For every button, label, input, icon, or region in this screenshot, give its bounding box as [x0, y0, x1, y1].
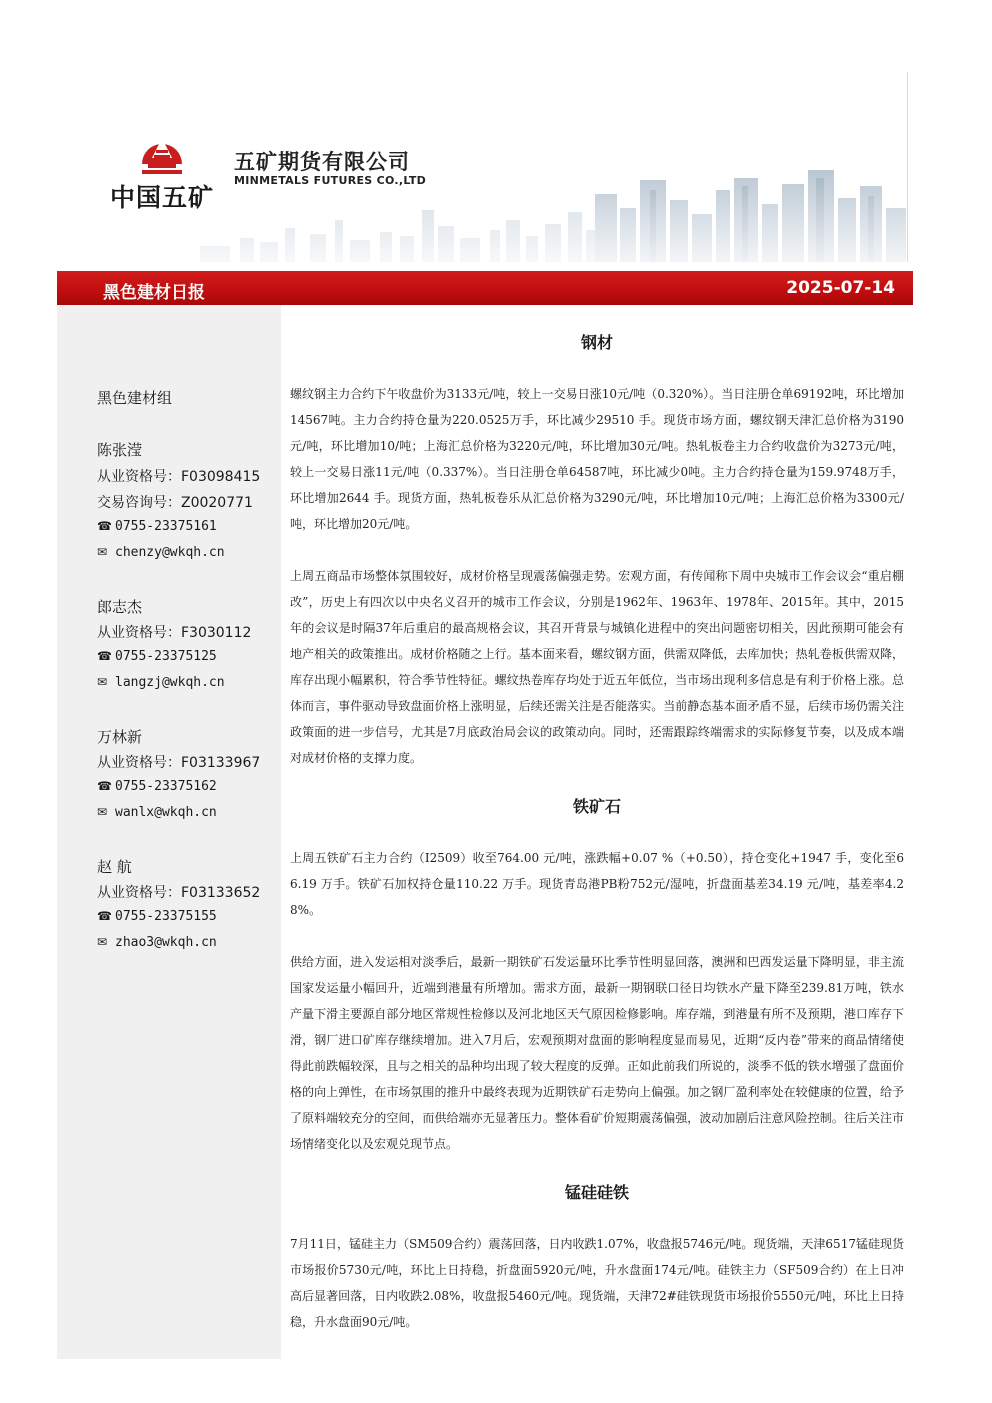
- phone-icon: ☎: [97, 779, 112, 793]
- report-date: 2025-07-14: [786, 278, 895, 298]
- analyst-name: 万林新: [97, 728, 143, 746]
- email-icon: ✉: [97, 675, 108, 689]
- paragraph: 螺纹钢主力合约下午收盘价为3133元/吨，较上一交易日涨10元/吨（0.320%）。当日注册仓单69192吨，环比增加14567吨。主力合约持仓量为220.0525万手，环比减少29510 手。现货市场方面，螺纹钢天津汇总价格为3190元/吨，环比增加10/吨；上海汇总价格为3220元/吨，环比增加30元/吨。热轧板卷主力合约收盘价为3273元/吨，较上一交易日涨11元/吨（0.337%）。当日注册仓单64587吨，环比减少0吨。主力合约持仓量为159.9748万手，环比增加2644 手。现货方面，热轧板卷乐从汇总价格为3290元/吨，环比增加10元/吨；上海汇总价格为3300元/吨，环比增加20元/吨。: [290, 387, 904, 531]
- section-title-ferroalloy: 锰硅硅铁: [564, 1183, 629, 1202]
- analyst-email[interactable]: wanlx@wkqh.cn: [115, 805, 217, 820]
- company-name-en: MINMETALS FUTURES CO.,LTD: [234, 174, 427, 187]
- analyst-email-row: [97, 934, 217, 950]
- analyst-email[interactable]: zhao3@wkqh.cn: [115, 935, 217, 950]
- analyst-email-row: [97, 674, 225, 690]
- analyst-email[interactable]: chenzy@wkqh.cn: [115, 545, 225, 560]
- analyst-consult-id: 交易咨询号：Z0020771: [97, 495, 253, 511]
- analyst-phone-row: [97, 908, 217, 924]
- analyst-email-row: [97, 544, 225, 560]
- analyst-license: 从业资格号：F03133652: [97, 885, 261, 901]
- paragraph: 上周五商品市场整体氛围较好，成材价格呈现震荡偏强走势。宏观方面，有传闻称下周中央城市工作会议会“重启棚改”，历史上有四次以中央名义召开的城市工作会议，分别是1962年、1963年、1978年、2015年。其中，2015年的会议是时隔37年后重启的最高规格会议，其召开背景与城镇化进程中的突出问题密切相关，因此预期可能会有地产相关的政策推出。成材价格随之上行。基本面来看，螺纹钢方面，供需双降低，去库加快；热轧卷板供需双降，库存出现小幅累积，符合季节性特征。螺纹热卷库存均处于近五年低位，当市场出现利多信息是有利于价格上涨。总体而言，事件驱动导致盘面价格上涨明显，后续还需关注是否能落实。当前静态基本面矛盾不显，后续市场仍需关注政策面的进一步信号，尤其是7月底政治局会议的政策动向。同时，还需跟踪终端需求的实际修复节奏，以及成本端对成材价格的支撑力度。: [290, 569, 904, 765]
- paragraph: 供给方面，进入发运相对淡季后，最新一期铁矿石发运量环比季节性明显回落，澳洲和巴西发运量下降明显，非主流国家发运量小幅回升，近端到港量有所增加。需求方面，最新一期钢联口径日均铁水产量下降至239.81万吨，铁水产量下滑主要源自部分地区常规性检修以及河北地区天气原因检修影响。库存端，到港量有所不及预期，港口库存下滑，钢厂进口矿库存继续增加。进入7月后，宏观预期对盘面的影响程度显而易见，近期“反内卷”带来的商品情绪使得此前跌幅较深，且与之相关的品种均出现了较大程度的反弹。正如此前我们所说的，淡季不低的铁水增强了盘面价格的向上弹性，在市场氛围的推升中最终表现为近期铁矿石走势向上偏强。加之钢厂盈利率处在较健康的位置，给予了原料端较充分的空间，而供给端亦无显著压力。整体看矿价短期震荡偏强，波动加剧后注意风险控制。往后关注市场情绪变化以及宏观兑现节点。: [290, 955, 904, 1151]
- analyst-phone-row: [97, 518, 217, 534]
- report-body: [290, 325, 904, 1335]
- analyst-email-row: [97, 804, 217, 820]
- phone-icon: ☎: [97, 649, 112, 663]
- analyst-email[interactable]: langzj@wkqh.cn: [115, 675, 225, 690]
- paragraph: 上周五铁矿石主力合约（I2509）收至764.00 元/吨，涨跌幅+0.07 %（+0.50），持仓变化+1947 手，变化至66.19 万手。铁矿石加权持仓量110.22 万手。现货青岛港PB粉752元/湿吨，折盘面基差34.19 元/吨，基差率4.28%。: [290, 851, 904, 917]
- analyst-name: 郎志杰: [97, 598, 143, 616]
- email-icon: ✉: [97, 935, 108, 949]
- analyst-license: 从业资格号：F03098415: [97, 469, 261, 485]
- report-title-banner: [57, 271, 913, 305]
- section-title-iron-ore: 铁矿石: [572, 797, 621, 816]
- company-name-cn: 五矿期货有限公司: [234, 150, 410, 174]
- analyst-name: 陈张滢: [97, 441, 143, 459]
- email-icon: ✉: [97, 805, 108, 819]
- section-title-steel: 钢材: [580, 333, 613, 352]
- report-title: 黑色建材日报: [103, 283, 205, 303]
- analyst-license: 从业资格号：F3030112: [97, 625, 252, 641]
- analyst-phone-row: [97, 648, 217, 664]
- logo-text: 中国五矿: [110, 183, 215, 212]
- phone-icon: ☎: [97, 519, 112, 533]
- phone-icon: ☎: [97, 909, 112, 923]
- analyst-phone: 0755-23375125: [115, 649, 217, 664]
- analyst-license: 从业资格号：F03133967: [97, 755, 261, 771]
- email-icon: ✉: [97, 545, 108, 559]
- analyst-phone: 0755-23375155: [115, 909, 217, 924]
- analyst-phone-row: [97, 778, 217, 794]
- analyst-name: 赵 航: [97, 858, 132, 876]
- analyst-phone: 0755-23375161: [115, 519, 217, 534]
- paragraph: 7月11日，锰硅主力（SM509合约）震荡回落，日内收跌1.07%，收盘报5746元/吨。现货端，天津6517锰硅现货市场报价5730元/吨，环比上日持稳，折盘面5920元/吨，升水盘面174元/吨。硅铁主力（SF509合约）在上日冲高后显著回落，日内收跌2.08%，收盘报5460元/吨。现货端，天津72#硅铁现货市场报价5550元/吨，环比上日持稳，升水盘面90元/吨。: [290, 1237, 904, 1329]
- report-header: [0, 0, 992, 270]
- analyst-sidebar: [57, 305, 281, 1359]
- minmetals-emblem-logo: [138, 126, 186, 178]
- group-name: 黑色建材组: [97, 389, 173, 407]
- analyst-phone: 0755-23375162: [115, 779, 217, 794]
- header-divider: [907, 72, 908, 262]
